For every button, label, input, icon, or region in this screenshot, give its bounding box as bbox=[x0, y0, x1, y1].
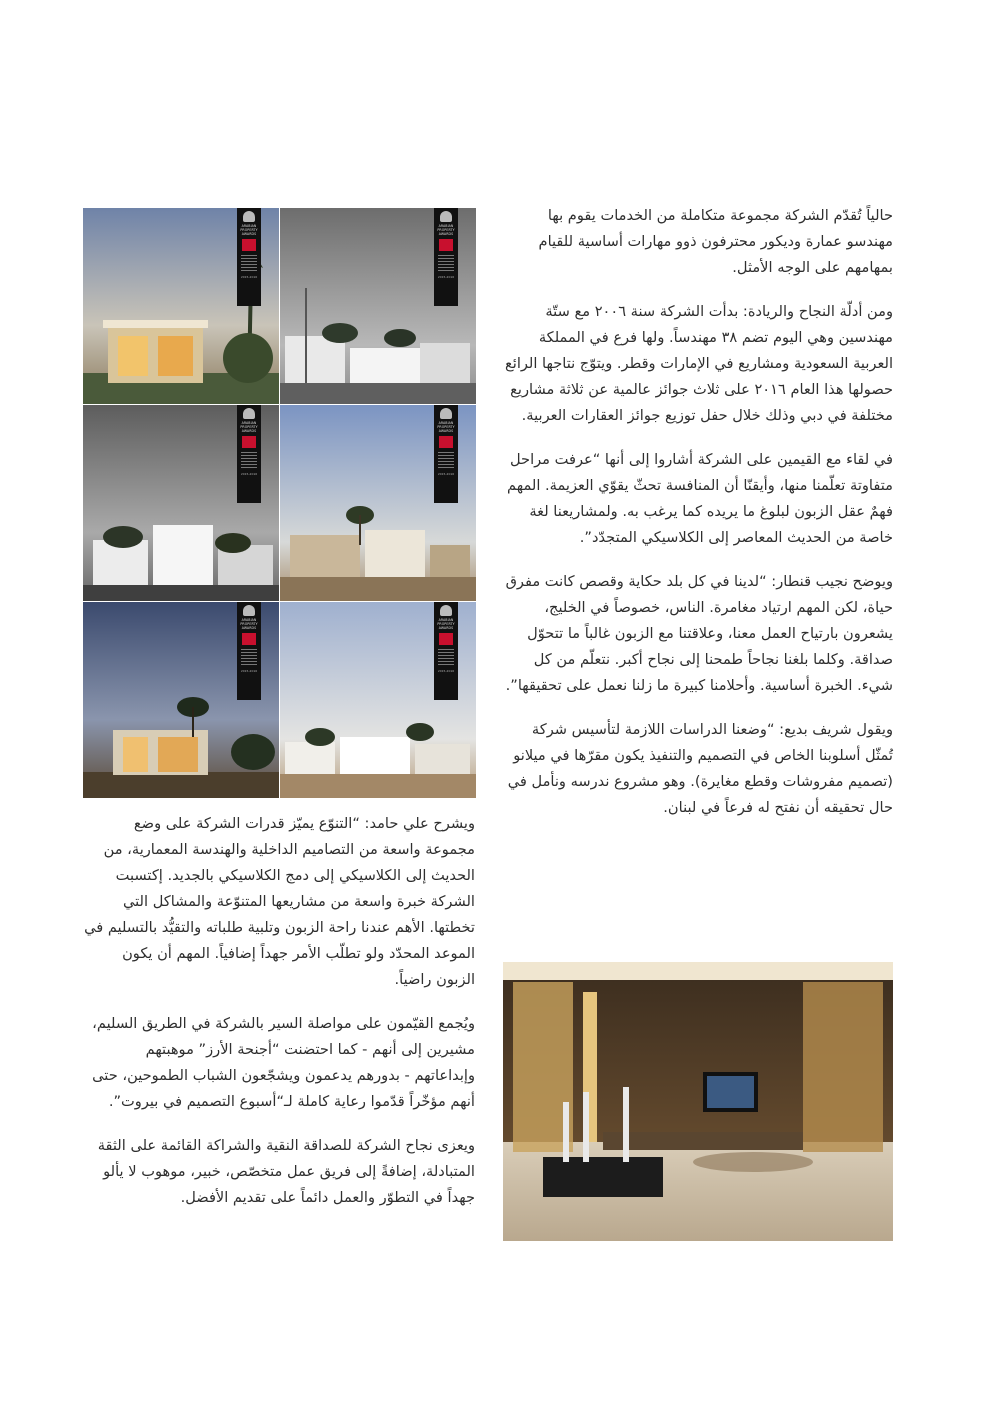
award-badge-icon: ARABIAN PROPERTY AWARDS 2015-2016 bbox=[237, 208, 261, 306]
article-column-right bbox=[503, 203, 893, 839]
paragraph: ومن أدلّة النجاح والريادة: بدأت الشركة سنة ٢٠٠٦ مع ستّة مهندسين وهي اليوم تضم ٣٨ مهندساً. ولها فرع في المملكة العربية السعودية ومشاريع في الإمارات وقطر. ويتوّج نتاجها الرائع حصولها هذا العام ٢٠١٦ على ثلاث جوائز عالمية عن ثلاثة مشاريع مختلفة في دبي وذلك خلال حفل توزيع جوائز العقارات العربية. bbox=[504, 303, 893, 424]
project-photo bbox=[83, 208, 279, 404]
paragraph: ويُجمع القيّمون على مواصلة السير بالشركة في الطريق السليم، مشيرين إلى أنهم - كما احتضنت “أجنحة الأرز” موهبتهم وإبداعاتهم - بدورهم يدعمون ويشجّعون الشباب الطموحين، حتى أنهم مؤخّراً قدّموا رعاية كاملة لـ“أسبوع التصميم في بيروت”. bbox=[92, 1015, 475, 1110]
paragraph: ويقول شريف بديع: “وضعنا الدراسات اللازمة لتأسيس شركة تُمثّل أسلوبنا الخاص في التصميم والتنفيذ يكون مقرّها في ميلانو (تصميم مفروشات وقطع مغايرة). وهو مشروع ندرسه ونأمل في حال تحقيقه أن نفتح له فرعاً في لبنان. bbox=[507, 721, 893, 816]
award-badge-icon: ARABIAN PROPERTY AWARDS 2015-2016 bbox=[237, 405, 261, 503]
award-badge-icon: ARABIAN PROPERTY AWARDS 2015-2016 bbox=[434, 405, 458, 503]
project-photo bbox=[280, 405, 476, 601]
project-photo bbox=[280, 602, 476, 798]
paragraph: حالياً تُقدّم الشركة مجموعة متكاملة من الخدمات يقوم بها مهندسو عمارة وديكور محترفون ذوو مهارات أساسية للقيام بمهامهم على الوجه الأمثل. bbox=[538, 207, 893, 276]
paragraph: ويعزى نجاح الشركة للصداقة النقية والشراكة القائمة على الثقة المتبادلة، إضافةً إلى فريق عمل متخصّص، خبير، موهوب لا يألو جهداً في التطوّر والعمل دائماً على تقديم الأفضل. bbox=[97, 1137, 475, 1206]
project-photo bbox=[83, 405, 279, 601]
project-photo bbox=[83, 602, 279, 798]
award-projects-photo-grid bbox=[83, 208, 476, 798]
project-photo bbox=[280, 208, 476, 404]
award-badge-icon: ARABIAN PROPERTY AWARDS 2015-2016 bbox=[434, 602, 458, 700]
interior-lobby-photo bbox=[503, 962, 893, 1241]
paragraph: ويشرح علي حامد: “التنوّع يميّز قدرات الشركة على وضع مجموعة واسعة من التصاميم الداخلية والهندسة المعمارية، من الحديث إلى الكلاسيكي إلى دمج الكلاسيكي بالجديد. إكتسبت الشركة خبرة واسعة من مشاريعها المتنوّعة والمشاكل التي تخطتها. الأهم عندنا راحة الزبون وتلبية طلباته والتقيُّد بالتسليم في الموعد المحدّد ولو تطلّب الأمر جهداً إضافياً. المهم أن يكون الزبون راضياً. bbox=[84, 815, 475, 988]
paragraph: في لقاء مع القيمين على الشركة أشاروا إلى أنها “عرفت مراحل متفاوتة تعلّمنا منها، وأيقنّا أن المنافسة تحثّ يقوّي العزيمة. المهم فهمٌ عقل الزبون لبلوغ ما يريده كما يرغب به. ولمشاريعنا لغة خاصة من الحديث المعاصر إلى الكلاسيكي المتجدّد”. bbox=[507, 451, 893, 546]
paragraph: ويوضح نجيب قنطار: “لدينا في كل بلد حكاية وقصص كانت مفرق حياة، لكن المهم ارتياد مغامرة. الناس، خصوصاً في الخليج، يشعرون بارتياح العمل معنا، وعلاقتنا مع الزبون غالباً ما تتحوّل صداقة. وكلما بلغنا نجاحاً طمحنا إلى نجاح أكبر. نتعلّم من كل شيء. الخبرة أساسية. وأحلامنا كبيرة ما زلنا نعمل على تحقيقها”. bbox=[505, 573, 893, 694]
article-column-left bbox=[83, 811, 475, 1229]
award-badge-icon: ARABIAN PROPERTY AWARDS 2015-2016 bbox=[434, 208, 458, 306]
award-badge-icon: ARABIAN PROPERTY AWARDS 2015-2016 bbox=[237, 602, 261, 700]
